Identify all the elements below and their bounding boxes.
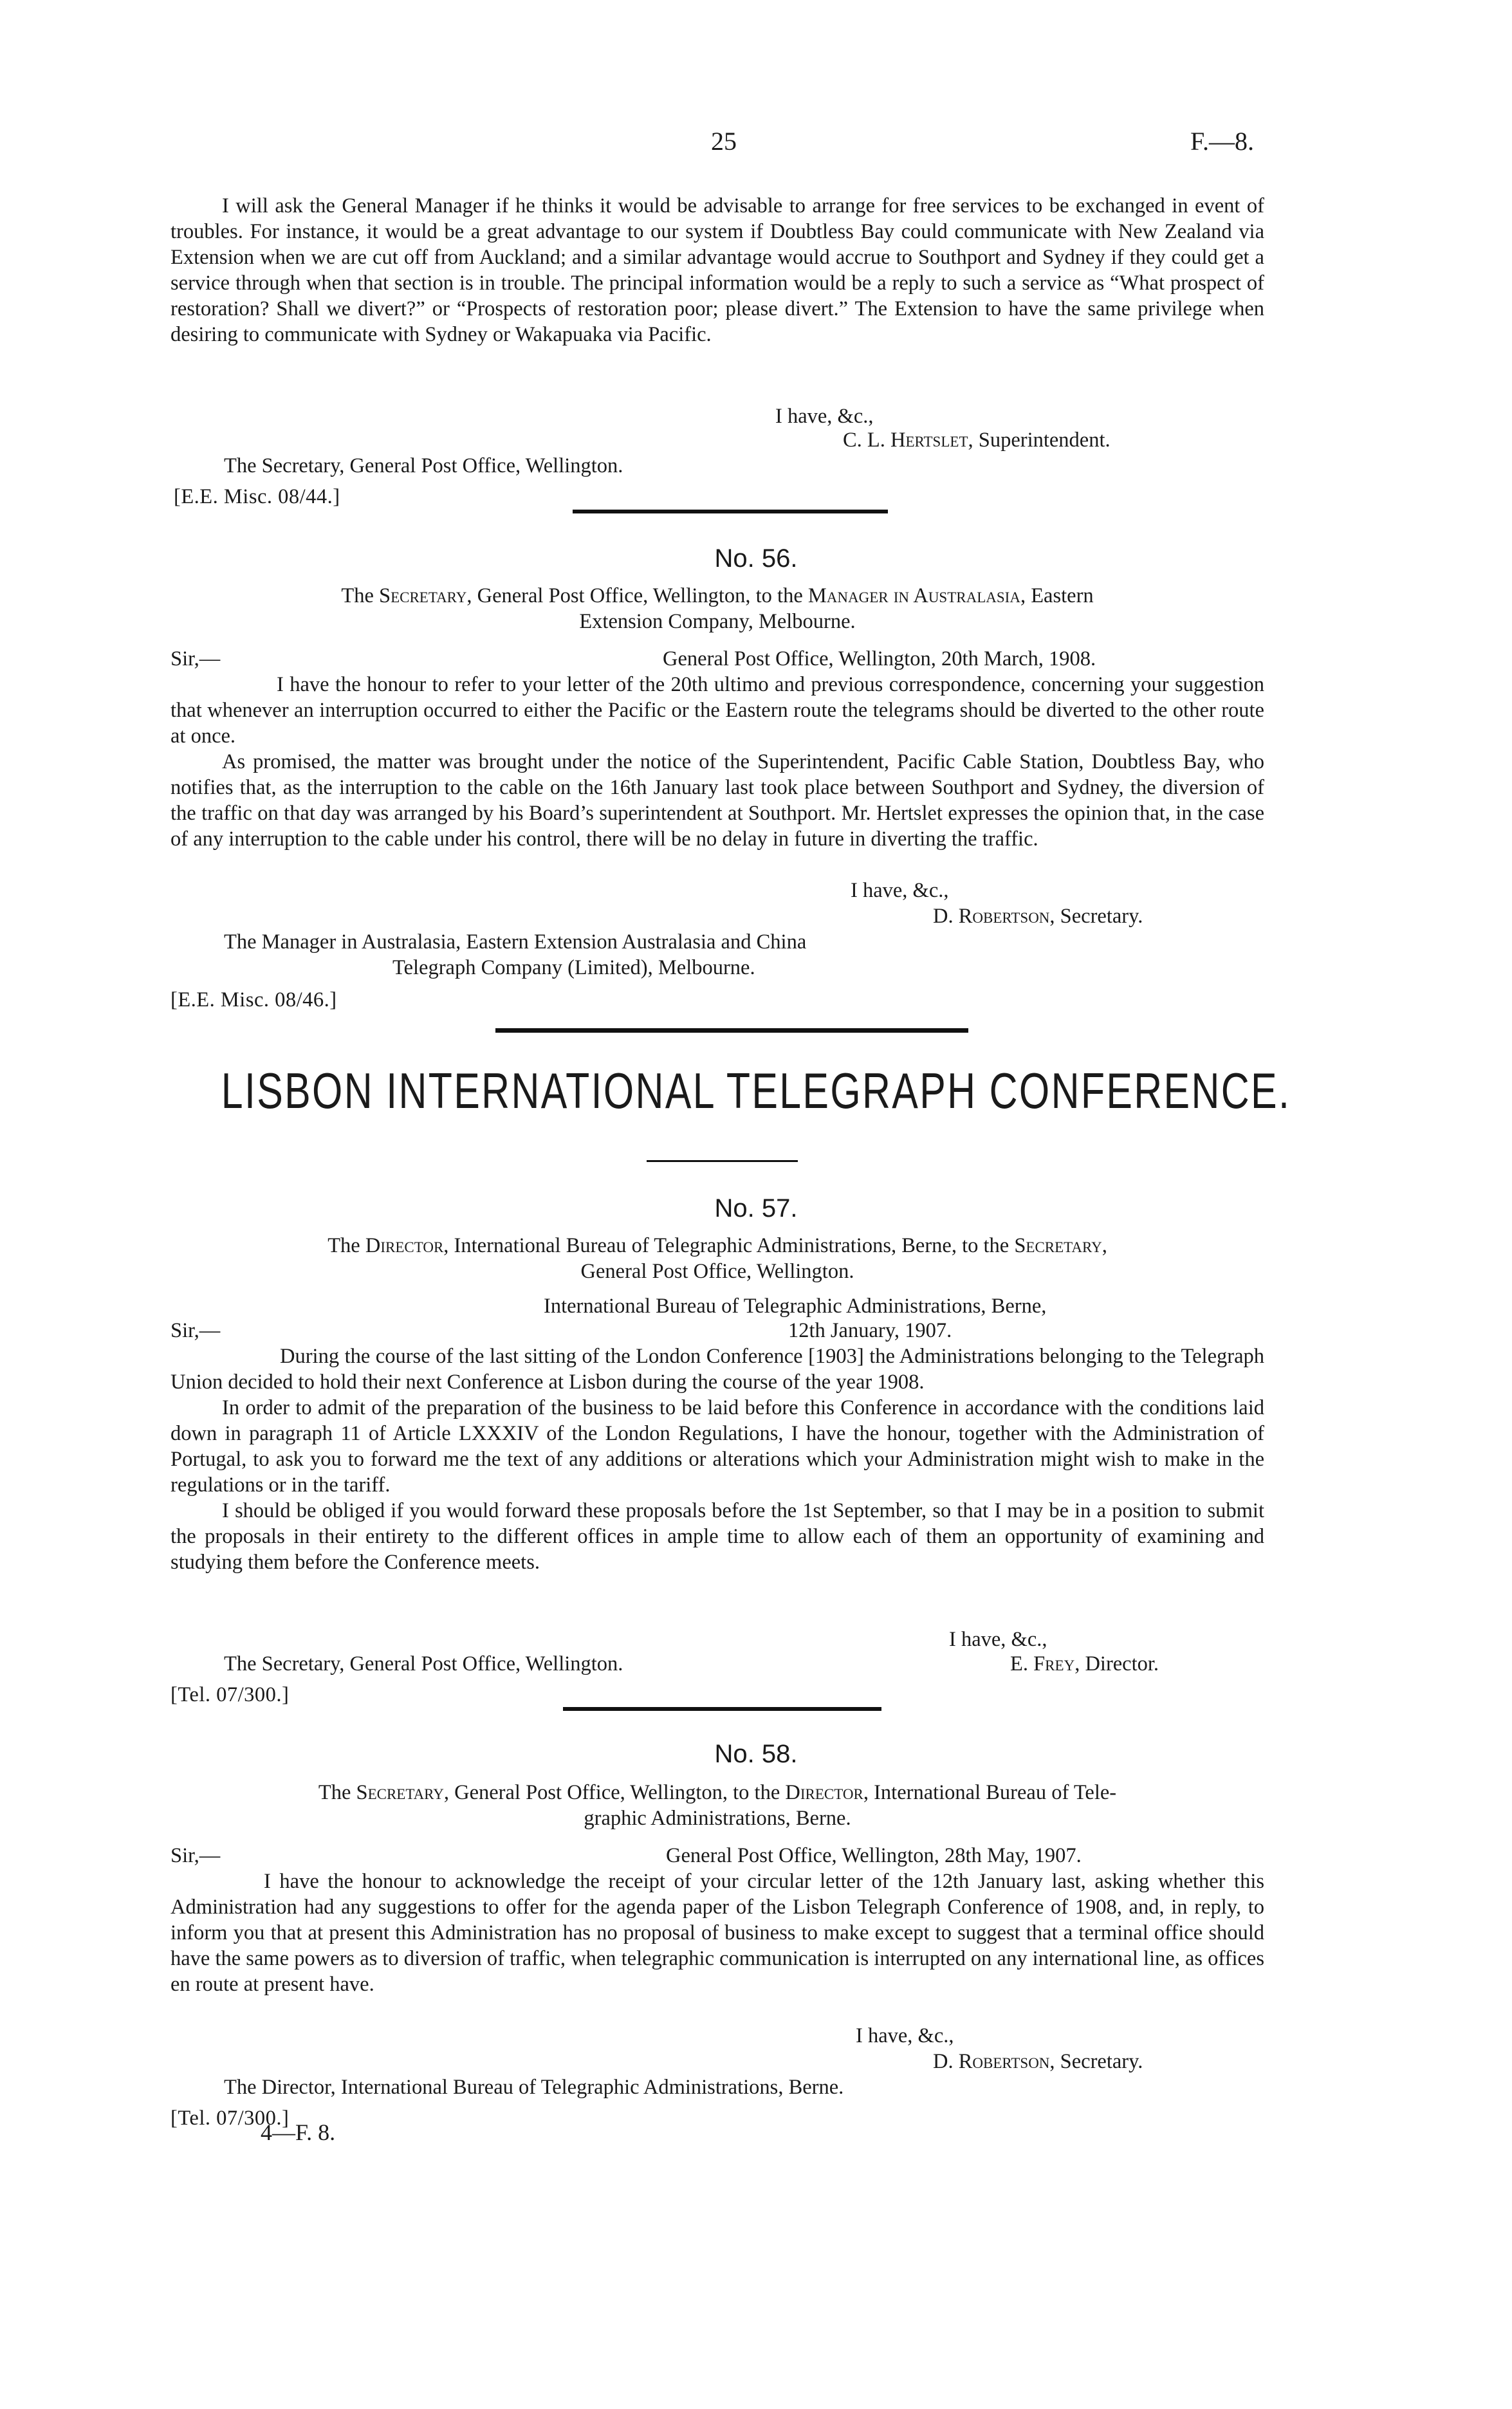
letter-58-salutation: Sir,—: [171, 1844, 221, 1867]
letter-55-file-reference: [E.E. Misc. 08/44.]: [174, 485, 340, 508]
signature-title: , Secretary.: [1049, 905, 1143, 928]
letter-56-addressee-line1: The Manager in Australasia, Eastern Extension Australasia and China: [224, 930, 807, 954]
letter-56-heading: [171, 583, 1264, 634]
heading-text: The: [341, 584, 379, 607]
page-number: 25: [711, 127, 737, 156]
section-divider: [495, 1028, 968, 1033]
letter-57-heading-line2: General Post Office, Wellington.: [580, 1260, 854, 1283]
letter-57-paragraph-2: In order to admit of the preparation of the business to be laid before this Conference in accordance with the conditions laid down in paragraph 11 of Article LXXXIV of the London Regulations, I have the honour, together with the Administration of Portugal, to ask you to forward me the text of any additions or alterations which your Administration might wish to make in the regulations or in the tariff.: [171, 1396, 1264, 1497]
letter-56-number: No. 56.: [714, 544, 798, 573]
letter-55-signature: [843, 427, 1111, 453]
letter-58-signature: [933, 2049, 1143, 2074]
letter-56-file-reference: [E.E. Misc. 08/46.]: [171, 988, 337, 1011]
letter-55-addressee: The Secretary, General Post Office, Wellington.: [224, 454, 623, 477]
heading-text: , International Bureau of Telegraphic Administrations, Berne, to the: [443, 1234, 1015, 1257]
section-divider: [563, 1707, 881, 1711]
letter-56-body: [171, 672, 1264, 852]
letter-56-paragraph-2: As promised, the matter was brought under the notice of the Superintendent, Pacific Cable Station, Doubtless Bay, who notifies that, as the interruption to the cable on the 16th January last took place between Southport and Sydney, the diversion of the traffic on that day was arranged by his Board’s superintendent at Southport. Mr. Hertslet expresses the opinion that, in the case of any interruption to the cable under his control, there will be no delay in future in diverting the traffic.: [171, 750, 1264, 851]
heading-to: Manager in Australasia: [807, 584, 1020, 607]
heading-text: , International Bureau of Tele-: [863, 1781, 1117, 1804]
letter-58-heading: [171, 1780, 1264, 1831]
signature-name: D. Robertson: [933, 905, 1050, 928]
signature-name: E. Frey: [1010, 1652, 1075, 1675]
heading-text: , General Post Office, Wellington, to the: [443, 1781, 786, 1804]
letter-55-closing: I have, &c.,: [775, 405, 874, 428]
letter-56-paragraph-1: I have the honour to refer to your letter of the 20th ultimo and previous correspondence, concerning your suggestion that whenever an interruption occurred to either the Pacific or the Eastern route the telegrams should be diverted to the other route at once.: [171, 673, 1264, 748]
heading-to: Secretary: [1014, 1234, 1102, 1257]
heading-to: Director: [785, 1781, 863, 1804]
heading-from: Secretary: [356, 1781, 444, 1804]
letter-56-addressee-line2: Telegraph Company (Limited), Melbourne.: [392, 956, 755, 979]
paper-reference: F.—8.: [1190, 127, 1255, 156]
letter-58-paragraph-1: I have the honour to acknowledge the receipt of your circular letter of the 12th January last, asking whether this Administration had any suggestions to offer for the agenda paper of the Lisbon Telegraph Conference of 1908, and, in reply, to inform you that at present this Administration has no proposal of business to make except to suggest that a terminal office should have the same powers as to diversion of traffic, when telegraphic communication is interrupted on any international line, as offices en route at present have.: [171, 1870, 1264, 1996]
letter-57-addressee: The Secretary, General Post Office, Wellington.: [224, 1652, 623, 1675]
letter-55-paragraph: I will ask the General Manager if he thinks it would be advisable to arrange for free services to be exchanged in event of troubles. For instance, it would be a great advantage to our system if Doubtless Bay could communicate with New Zealand via Extension when we are cut off from Auckland; and a similar advantage would accrue to Southport and Sydney if they could get a service through when that section is in trouble. The principal information would be a reply to such a service as “What prospect of restoration? Shall we divert?” or “Prospects of restoration poor; please divert.” The Extension to have the same privilege when desiring to communicate with Sydney or Wakapuaka via Pacific.: [171, 194, 1264, 346]
letter-57-closing: I have, &c.,: [949, 1628, 1047, 1651]
letter-56-dateline: General Post Office, Wellington, 20th March, 1908.: [663, 647, 1096, 670]
heading-from: Secretary: [379, 584, 467, 607]
signature-name: C. L. Hertslet: [843, 429, 968, 452]
letter-58-heading-line2: graphic Administrations, Berne.: [584, 1807, 851, 1830]
letter-58-dateline: General Post Office, Wellington, 28th May, 1907.: [666, 1844, 1082, 1867]
heading-text: , Eastern: [1020, 584, 1094, 607]
letter-57-signature: [1010, 1651, 1159, 1677]
title-underline: [647, 1160, 798, 1162]
letter-56-signature: [933, 903, 1143, 929]
letter-58-number: No. 58.: [714, 1740, 798, 1768]
letter-57-salutation: Sir,—: [171, 1319, 221, 1342]
heading-text: The: [327, 1234, 365, 1257]
letter-58-file-reference: [Tel. 07/300.]: [171, 2107, 290, 2130]
letter-57-heading-line1: [171, 1233, 1264, 1259]
signature-title: , Director.: [1074, 1652, 1159, 1675]
section-title: LISBON INTERNATIONAL TELEGRAPH CONFERENCE.: [221, 1062, 1291, 1119]
section-divider: [573, 510, 888, 513]
letter-57-paragraph-1: During the course of the last sitting of the London Conference [1903] the Administrations belonging to the Telegraph Union decided to hold their next Conference at Lisbon during the course of the year 1908.: [171, 1345, 1264, 1394]
printer-signature-mark: 4—F. 8.: [261, 2119, 336, 2145]
letter-57-body: [171, 1343, 1264, 1575]
heading-from: Director: [365, 1234, 444, 1257]
signature-title: , Secretary.: [1049, 2050, 1143, 2073]
letter-58-addressee: The Director, International Bureau of Telegraphic Administrations, Berne.: [224, 2076, 844, 2099]
signature-name: D. Robertson: [933, 2050, 1050, 2073]
letter-58-closing: I have, &c.,: [856, 2024, 954, 2047]
letter-58-heading-line1: [171, 1780, 1264, 1805]
letter-56-heading-line2: Extension Company, Melbourne.: [579, 610, 856, 633]
letter-57-dateline-2: 12th January, 1907.: [788, 1319, 952, 1342]
letter-56-salutation: Sir,—: [171, 647, 221, 670]
heading-text: ,: [1102, 1234, 1107, 1257]
letter-57-number: No. 57.: [714, 1194, 798, 1223]
letter-57-dateline-1: International Bureau of Telegraphic Administrations, Berne,: [544, 1295, 1047, 1318]
letter-56-heading-line1: [171, 583, 1264, 609]
letter-58-body: [171, 1869, 1264, 1997]
letter-57-paragraph-3: I should be obliged if you would forward these proposals before the 1st September, so that I may be in a position to submit the proposals in their entirety to the different offices in ample time to allow each of them an opportunity of examining and studying them before the Conference meets.: [171, 1499, 1264, 1574]
heading-text: , General Post Office, Wellington, to the: [466, 584, 808, 607]
heading-text: The: [318, 1781, 356, 1804]
letter-55-tail: [171, 193, 1264, 347]
signature-title: , Superintendent.: [968, 429, 1111, 452]
letter-56-closing: I have, &c.,: [851, 879, 949, 902]
letter-57-heading: [171, 1233, 1264, 1284]
letter-57-file-reference: [Tel. 07/300.]: [171, 1683, 290, 1706]
